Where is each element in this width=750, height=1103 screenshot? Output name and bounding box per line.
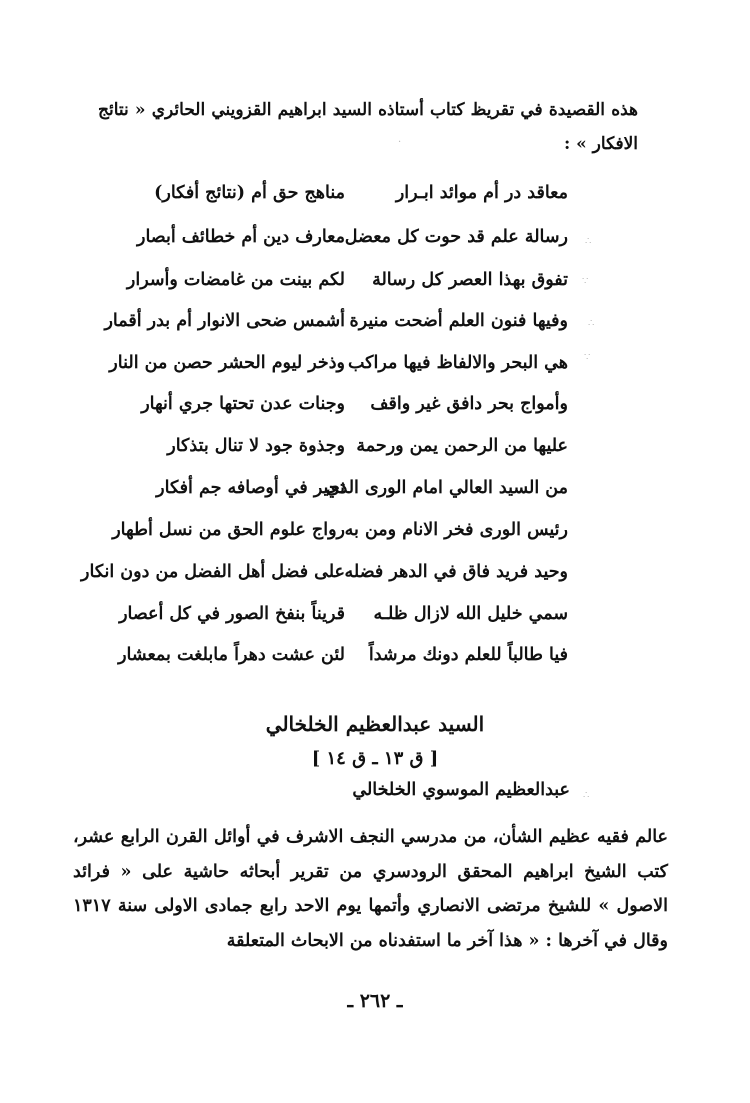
verse-line — [109, 353, 620, 383]
verse-line — [120, 270, 620, 300]
scan-speck: ∴ — [583, 790, 590, 801]
century-range: [ ق ١٣ ـ ق ١٤ ] — [311, 748, 439, 769]
scan-speck: · — [398, 137, 402, 148]
verse-second-hemistich: معارف دين أم خطائف أبصار — [137, 227, 345, 247]
scan-speck: ∴ — [588, 318, 595, 329]
verse-first-hemistich: فيا طالباً للعلم دونك مرشداً — [368, 645, 568, 665]
verse-first-hemistich: عليها من الرحمن يمن ورحمة — [356, 436, 568, 456]
verse-line — [120, 645, 620, 675]
verse-first-hemistich: تفوق بهذا العصر كل رسالة — [372, 270, 568, 290]
verse-second-hemistich: تحير في أوصافه جم أفكار — [156, 478, 345, 498]
page-number: ـ ٢٦٢ ـ — [347, 990, 403, 1012]
verse-first-hemistich: معاقد در أم موائد ابـرار — [395, 183, 568, 203]
full-name: عبدالعظيم الموسوي الخلخالي — [352, 780, 570, 800]
scan-speck: ∵ — [582, 276, 589, 287]
verse-line — [120, 604, 620, 634]
verse-first-hemistich: هي البحر والالفاظ فيها مراكب — [347, 353, 568, 373]
verse-second-hemistich: أشمس ضحى الانوار أم بدر أقمار — [104, 311, 345, 331]
verse-line — [112, 520, 620, 550]
verse-line — [81, 562, 620, 592]
verse-second-hemistich: وجنات عدن تحتها جري أنهار — [141, 394, 345, 414]
verse-line — [120, 394, 620, 424]
verse-first-hemistich: وحيد فريد فاق في الدهر فضله — [344, 562, 568, 582]
verse-second-hemistich: لكم بينت من غامضات وأسرار — [126, 270, 345, 290]
verse-second-hemistich: رواج علوم الحق من نسل أطهار — [112, 520, 345, 540]
verse-second-hemistich: وذخر ليوم الحشر حصن من النار — [109, 353, 345, 373]
verse-line — [120, 227, 620, 257]
verse-line — [104, 311, 620, 341]
verse-first-hemistich: وفيها فنون العلم أضحت منيرة — [349, 311, 568, 331]
verse-second-hemistich: وجذوة جود لا تنال بتذكار — [167, 436, 345, 456]
scan-speck: ∴ — [585, 236, 592, 247]
verse-line — [120, 183, 620, 213]
verse-second-hemistich: على فضل أهل الفضل من دون انكار — [81, 562, 345, 582]
section-heading: السيد عبدالعظيم الخلخالي — [265, 712, 485, 736]
verse-first-hemistich: وأمواج بحر دافق غير واقف — [370, 394, 568, 414]
verse-first-hemistich: رئيس الورى فخر الانام ومن به — [344, 520, 568, 540]
verse-second-hemistich: لئن عشت دهراً مابلغت بمعشار — [118, 645, 345, 665]
verse-first-hemistich: رسالة علم قد حوت كل معضل — [344, 227, 568, 247]
verse-second-hemistich: قريناً بنفخ الصور في كل أعصار — [119, 604, 345, 624]
biography-paragraph: عالم فقيه عظيم الشأن، من مدرسي النجف الاشرف في أوائل القرن الرابع عشر، كتب الشيخ ابراهيم المحقق الرودسري من تقرير أبحاثه حاشية على « فرائد الاصول » للشيخ مرتضى الانصاري وأتمها يوم الاحد رابع جمادى الاولى سنة ١٣١٧ وقال في آخرها : « هذا آخر ما استفدناه من الابحاث المتعلقة — [73, 827, 668, 951]
verse-line — [120, 478, 620, 508]
verse-second-hemistich: مناهج حق أم (نتائج أفكار) — [154, 183, 345, 203]
intro-text: هذه القصيدة في تقريظ كتاب أستاذه السيد ابراهيم القزويني الحائري « نتائج الافكار » : — [98, 100, 638, 154]
scan-speck: ∵ — [584, 352, 591, 363]
verse-line — [120, 436, 620, 466]
verse-first-hemistich: سمي خليل الله لازال ظلـه — [373, 604, 568, 624]
verse-first-hemistich: من السيد العالي امام الورى الذي — [325, 478, 568, 498]
